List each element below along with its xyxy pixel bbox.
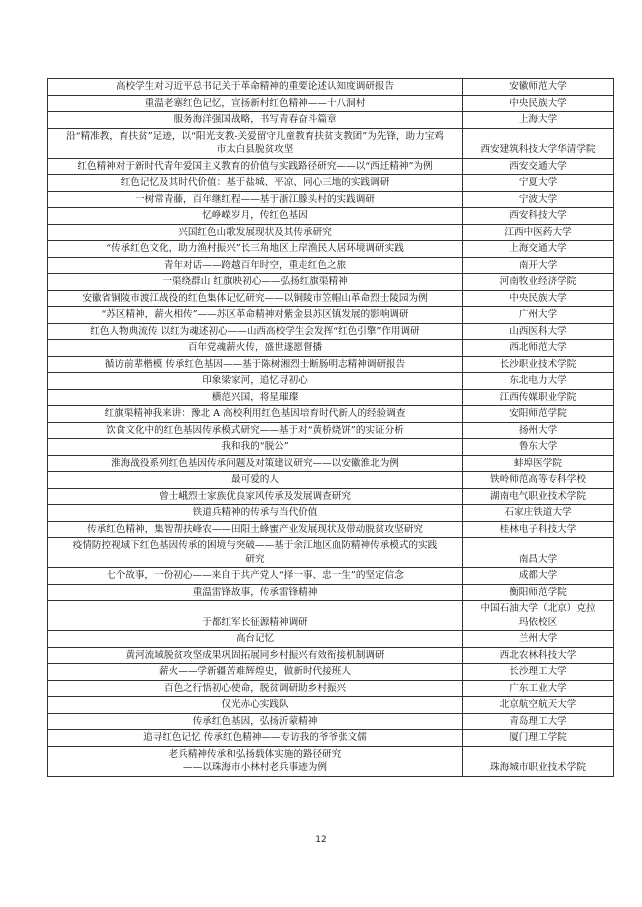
topic-text: 疫情防控视域下红色基因传承的困境与突破——基于余江地区血防精神传承模式的实践 [72,540,438,551]
table-row [48,241,614,258]
table-row [48,79,614,96]
topic-text: 传承红色基因，弘扬沂蒙精神 [192,715,318,727]
school-text: 厦门理工学院 [509,732,567,743]
table-row [48,307,614,324]
school-text: 上海交通大学 [509,243,567,254]
table-row [48,422,614,439]
school-text: 宁波大学 [518,193,558,205]
table-row [48,505,614,522]
topic-cell [48,95,463,112]
table-row [48,472,614,489]
topic-text: 我和我的“脱公” [221,441,289,452]
topic-text: 铁道兵精神的传承与当代价值 [192,507,318,518]
topic-text: 青年对话——跨越百年时空，重走红色之旅 [163,259,347,271]
school-text: 西安建筑科技大学华清学院 [480,144,596,155]
topic-cell [48,538,463,568]
school-text: 山西医科大学 [509,325,567,337]
school-cell [463,290,614,307]
school-text: 西安交通大学 [509,160,567,172]
topic-text: 最可爱的人 [231,474,279,485]
table-row [48,112,614,129]
topic-text: 一渠绕群山 红旗映初心——弘扬红旗渠精神 [162,276,348,287]
topic-text: 百色之行悟初心使命，脱贫调研助乡村振兴 [163,682,347,694]
topic-text: 服务海洋强国战略，书写青春奋斗篇章 [173,114,337,125]
topic-text: 追寻红色记忆 传承红色精神——专访我的爷爷张文儒 [143,732,367,743]
topic-cell [48,472,463,489]
topic-text: 百年党魂薪火传，盛世遂愿督播 [187,342,323,353]
school-text: 江西中医药大学 [504,226,572,238]
school-text: 安阳师范学院 [509,408,567,419]
school-text: 青岛理工大学 [509,715,567,727]
topic-text: 安徽省铜陵市渡江战役的红色集体记忆研究——以铜陵市笠帽山革命烈士陵园为例 [82,292,428,304]
school-cell [463,208,614,225]
school-cell [463,601,614,631]
school-cell [463,389,614,406]
table-row [48,128,614,158]
school-text: 长沙理工大学 [509,666,567,677]
topic-cell [48,323,463,340]
school-text: 广州大学 [518,309,558,320]
topic-cell [48,257,463,274]
topic-cell [48,224,463,241]
table-row [48,323,614,340]
school-text: 石家庄铁道大学 [504,507,572,518]
topic-cell [48,439,463,456]
topic-cell [48,373,463,390]
table-row [48,664,614,681]
school-cell [463,664,614,681]
topic-cell [48,422,463,439]
table-row [48,730,614,747]
table-row [48,356,614,373]
topic-text: 循访前辈楷模 传承红色基因——基于陈树湘烈士断肠明志精神调研报告 [104,358,406,370]
school-cell [463,257,614,274]
school-text: 广东工业大学 [509,682,567,694]
topic-cell [48,128,463,158]
topic-text: 高校学生对习近平总书记关于革命精神的重要论述认知度调研报告 [115,81,395,92]
topic-text: 曾士峨烈士家族优良家风传承及发展调查研究 [159,490,351,502]
school-cell [463,538,614,568]
school-cell [463,158,614,175]
school-text: 鲁东大学 [518,441,558,452]
topic-cell [48,158,463,175]
school-cell [463,406,614,423]
school-cell [463,746,614,776]
topic-text: 横范兴国，将星璀璨 [211,391,299,403]
table-row [48,389,614,406]
table-row [48,224,614,241]
topic-text: 一树常青藤，百年继红程——基于浙江滕头村的实践调研 [135,193,375,205]
school-text: 宁夏大学 [518,177,558,188]
school-cell [463,356,614,373]
topic-text: 红色记忆及其时代价值：基于盐城、平凉、同心三地的实践调研 [120,177,390,188]
topic-text: 沿“精准教，育扶贫”足迹，以“阳光支教-关爱留守儿童教育扶贫支教团”为先锋，助力宝鸡 [66,130,444,142]
school-text: 珠海城市职业技术学院 [490,762,586,773]
topic-cell [48,274,463,291]
table-row [48,455,614,472]
topic-cell [48,680,463,697]
topic-text: “苏区精神，薪火相传”——苏区革命精神对紫金县苏区镇发展的影响调研 [101,309,409,320]
school-cell [463,713,614,730]
school-cell [463,488,614,505]
topic-cell [48,79,463,96]
topic-text: 传承红色精神，集智帮扶峰农——田阳土蜂蜜产业发展现状及带动脱贫攻坚研究 [87,523,423,535]
school-text: 安徽师范大学 [509,81,567,92]
topic-cell [48,631,463,648]
table-row [48,680,614,697]
topic-cell [48,208,463,225]
school-text: 铁岭师范高等专科学校 [490,474,586,485]
school-text: 湖南电气职业技术学院 [490,490,586,502]
table-row [48,601,614,631]
school-cell [463,521,614,538]
table-row [48,647,614,664]
page-number: 12 [315,835,327,845]
topic-cell [48,697,463,714]
school-cell [463,568,614,585]
table-row [48,697,614,714]
school-cell [463,631,614,648]
school-text: 成都大学 [518,570,558,581]
school-cell [463,697,614,714]
report-list-table [47,78,614,777]
school-text: 东北电力大学 [509,375,567,386]
school-cell [463,175,614,192]
school-text: 河南牧业经济学院 [499,276,577,287]
topic-text: 淮海战役系列红色基因传承问题及对策建议研究——以安徽淮北为例 [111,457,399,469]
topic-cell [48,389,463,406]
school-text: 长沙职业技术学院 [499,358,577,370]
topic-cell [48,568,463,585]
school-cell [463,112,614,129]
table-row [48,439,614,456]
school-text: 衡阳师范学院 [509,586,567,598]
table-body [48,79,614,777]
topic-text: 重温老寨红色记忆，宣扬新村红色精神——十八洞村 [144,97,366,109]
topic-cell [48,746,463,776]
table-row [48,568,614,585]
school-text: 南开大学 [518,259,558,271]
school-cell [463,439,614,456]
school-cell [463,128,614,158]
topic-text: 红旗渠精神我来讲：豫北 A 高校利用红色基因培育时代新人的经验调查 [104,408,406,419]
topic-cell [48,241,463,258]
table-row [48,521,614,538]
topic-text: 高台记忆 [235,633,275,644]
school-text: 蚌埠医学院 [514,457,562,469]
school-text: 西北农林科技大学 [499,649,577,661]
table-row [48,191,614,208]
topic-cell [48,340,463,357]
topic-text: 兴国红色山歌发展现状及其传承研究 [178,226,332,238]
topic-text: 黄河流域脱贫攻坚成果巩固拓展同乡村振兴有效衔接机制调研 [125,649,385,661]
school-cell [463,680,614,697]
table-row [48,746,614,776]
topic-cell [48,290,463,307]
table-row [48,584,614,601]
topic-cell [48,455,463,472]
topic-text: 红色精神对于新时代青年爱国主义教育的价值与实践路径研究——以“西迁精神”为例 [77,160,433,172]
school-text: 西北师范大学 [509,342,567,353]
school-cell [463,340,614,357]
school-cell [463,730,614,747]
topic-cell [48,505,463,522]
school-cell [463,422,614,439]
topic-cell [48,175,463,192]
school-cell [463,224,614,241]
topic-cell [48,647,463,664]
topic-text: “传承红色文化，助力渔村振兴”长三角地区上岸渔民人居环境调研实践 [106,243,404,254]
topic-cell [48,584,463,601]
school-cell [463,95,614,112]
topic-cell [48,112,463,129]
school-text: 江西传媒职业学院 [499,391,577,403]
topic-text: 老兵精神传承和弘扬载体实施的路径研究 [168,748,342,760]
school-text: 扬州大学 [518,424,558,436]
topic-cell [48,191,463,208]
topic-cell [48,521,463,538]
school-cell [463,455,614,472]
table-row [48,208,614,225]
school-cell [463,79,614,96]
table-row [48,713,614,730]
school-text: 中国石油大学（北京）克拉 [480,603,596,614]
school-cell [463,373,614,390]
table-row [48,340,614,357]
school-text: 北京航空航天大学 [499,699,577,710]
school-cell [463,584,614,601]
topic-cell [48,356,463,373]
school-cell [463,241,614,258]
table-row [48,158,614,175]
school-text-line2: 玛依校区 [518,616,558,628]
school-cell [463,274,614,291]
school-cell [463,647,614,664]
table-row [48,406,614,423]
school-text: 桂林电子科技大学 [499,523,577,535]
topic-text: 重温雷锋故事，传承雷锋精神 [192,586,318,598]
table-row [48,274,614,291]
topic-cell [48,488,463,505]
topic-text: 红色人物典流传 以红为魂述初心——山西高校学生会发挥“红色引擎”作用调研 [90,325,420,337]
school-text: 南昌大学 [518,553,558,565]
school-text: 西安科技大学 [509,210,567,221]
table-row [48,373,614,390]
topic-text: 仅光赤心实践队 [221,699,289,710]
school-cell [463,307,614,324]
table-row [48,290,614,307]
topic-text: 于都红军长征源精神调研 [202,616,308,628]
school-text: 中央民族大学 [509,97,567,109]
table-row [48,538,614,568]
topic-text: 七个故事，一份初心——来自于共产党人“择一事、忠一生”的坚定信念 [106,570,404,581]
school-cell [463,472,614,489]
topic-text: 忆峥嵘岁月，传红色基因 [202,210,308,221]
topic-cell [48,307,463,324]
table-row [48,488,614,505]
school-cell [463,505,614,522]
school-text: 中央民族大学 [509,292,567,304]
topic-text-line2: ——以珠海市小林村老兵事迹为例 [183,762,327,773]
school-text: 上海大学 [518,114,558,125]
topic-text: 饮食文化中的红色基因传承模式研究——基于对“黄桥烧饼”的实证分析 [106,424,404,436]
topic-cell [48,601,463,631]
table-row [48,631,614,648]
topic-text: 薪火——学新疆苦难辉煌史，做新时代接班人 [159,666,351,677]
topic-text-line2: 市太白县脱贫攻坚 [216,144,294,155]
topic-cell [48,713,463,730]
table-row [48,257,614,274]
school-text: 兰州大学 [518,633,558,644]
school-cell [463,323,614,340]
topic-text: 印象梁家河，追忆寻初心 [202,375,308,386]
topic-cell [48,730,463,747]
topic-text-line2: 研究 [245,553,265,565]
school-cell [463,191,614,208]
table-row [48,95,614,112]
topic-cell [48,406,463,423]
topic-cell [48,664,463,681]
table-row [48,175,614,192]
